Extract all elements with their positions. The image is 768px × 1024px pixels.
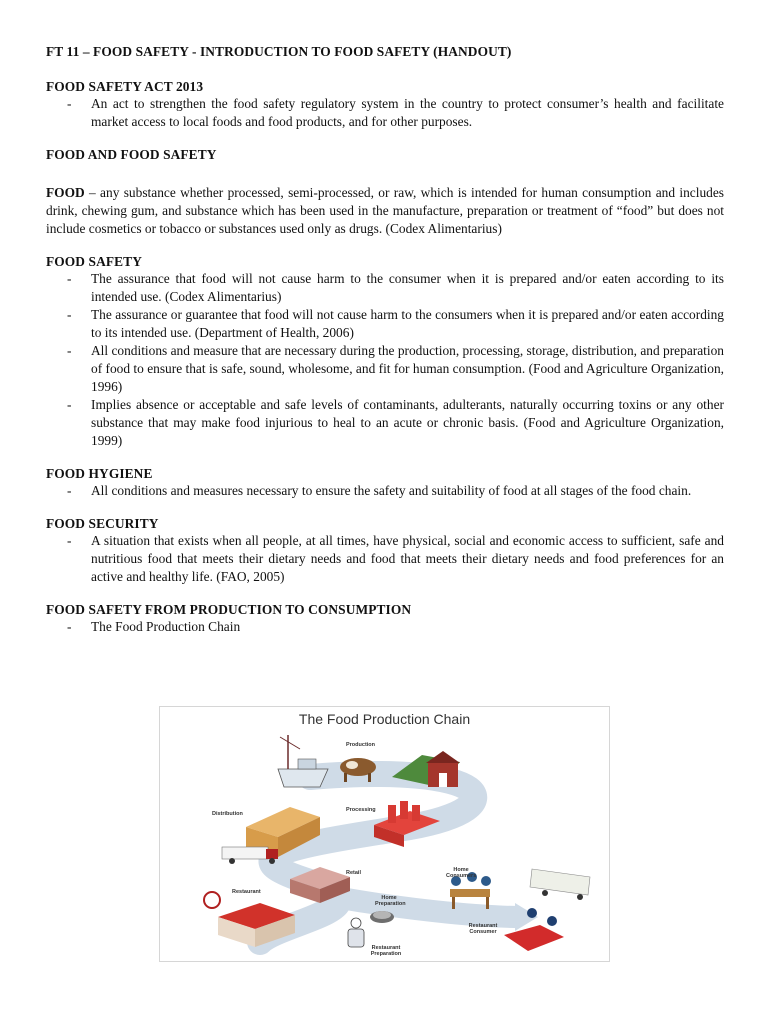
bullet-item xyxy=(46,270,724,306)
dash-marker: - xyxy=(67,343,72,358)
definition-text: – any substance whether processed, semi-processed, or raw, which is intended for human consumption and includes drink, chewing gum, and substance which has been used in the manufacture, preparation or treatment of “food” but does not include cosmetics or tobacco or substances used only as drugs. (Codex Alimentarius) xyxy=(46,185,724,236)
bullet-list xyxy=(46,482,724,500)
section-heading: FOOD SAFETY xyxy=(46,254,142,269)
dash-marker: - xyxy=(67,483,72,498)
section-heading: FOOD HYGIENE xyxy=(46,466,153,481)
bullet-text: The assurance that food will not cause harm to the consumer when it is prepared and/or eaten according to its intended use. (Codex Alimentarius) xyxy=(91,271,724,304)
label-distribution: Distribution xyxy=(212,811,243,817)
document-title: FT 11 – FOOD SAFETY - INTRODUCTION TO FOOD SAFETY (HANDOUT) xyxy=(46,44,512,59)
bullet-text: A situation that exists when all people, at all times, have physical, social and economic access to sufficient, safe and nutritious food that meets their dietary needs and food that meets their dietary needs and food preferences for an active and healthy life. (FAO, 2005) xyxy=(91,533,724,584)
dash-marker: - xyxy=(67,397,72,412)
bullet-list xyxy=(46,95,724,131)
bullet-text: An act to strengthen the food safety regulatory system in the country to protect consumer’s health and facilitate market access to local foods and food products, and for other purposes. xyxy=(91,96,724,129)
bullet-list xyxy=(46,618,724,636)
bullet-item xyxy=(46,482,724,500)
bullet-text: All conditions and measures necessary to ensure the safety and suitability of food at all stages of the food chain. xyxy=(91,483,692,498)
label-processing: Processing xyxy=(346,807,376,813)
section-food-safety xyxy=(46,254,724,450)
bullet-item xyxy=(46,342,724,396)
bullet-text: The assurance or guarantee that food will not cause harm to the consumers when it is prepared and/or eaten according to its intended use. (Department of Health, 2006) xyxy=(91,307,724,340)
label-home-consumers: Home Consumers xyxy=(446,867,477,879)
cooking-pan-icon xyxy=(370,911,394,923)
bullet-text: All conditions and measure that are necessary during the production, processing, storage, distribution, and preparation of food to ensure that is safe, sound, wholesome, and fit for human consumption. (Food and Agriculture Organization, 1996) xyxy=(91,343,724,394)
definition-paragraph xyxy=(46,184,724,238)
definition-term: FOOD xyxy=(46,185,85,200)
label-restaurant-preparation: Restaurant Preparation xyxy=(370,945,402,957)
dash-marker: - xyxy=(67,619,72,634)
food-production-chain-figure xyxy=(159,706,610,962)
section-food-safety-act xyxy=(46,79,724,131)
bullet-list xyxy=(46,270,724,450)
bullet-text: The Food Production Chain xyxy=(91,619,241,634)
section-heading: FOOD SAFETY FROM PRODUCTION TO CONSUMPTION xyxy=(46,602,412,617)
handout-page xyxy=(46,44,724,652)
bullet-item xyxy=(46,306,724,342)
dash-marker: - xyxy=(67,307,72,322)
section-food-hygiene xyxy=(46,466,724,500)
dash-marker: - xyxy=(67,96,72,111)
bullet-item xyxy=(46,396,724,450)
label-production: Production xyxy=(346,742,376,748)
label-retail: Retail xyxy=(346,870,361,876)
bullet-text: Implies absence or acceptable and safe levels of contaminants, adulterants, naturally occurring toxins or any other substance that may make food injurious to heal to an acute or chronic basis. (Food and Agriculture Organization, 1999) xyxy=(91,397,724,448)
truck-icon xyxy=(222,847,278,864)
food-chain-illustration xyxy=(160,707,609,961)
fishing-boat-icon xyxy=(278,735,328,787)
section-food-security xyxy=(46,516,724,586)
dash-marker: - xyxy=(67,271,72,286)
label-home-preparation: Home Preparation xyxy=(375,895,406,907)
bus-icon xyxy=(530,869,590,900)
bullet-list xyxy=(46,532,724,586)
flow-arrow-band-lower xyxy=(335,897,520,917)
label-restaurant-consumer: Restaurant Consumer xyxy=(468,923,498,935)
section-production-to-consumption xyxy=(46,602,724,636)
chef-icon xyxy=(348,918,364,947)
figure-title: The Food Production Chain xyxy=(298,711,471,727)
bullet-item xyxy=(46,95,724,131)
bullet-item xyxy=(46,532,724,586)
section-food-and-food-safety xyxy=(46,147,724,163)
section-heading: FOOD SAFETY ACT 2013 xyxy=(46,79,204,94)
section-heading: FOOD AND FOOD SAFETY xyxy=(46,147,217,162)
dash-marker: - xyxy=(67,533,72,548)
bullet-item xyxy=(46,618,724,636)
section-food-definition xyxy=(46,184,724,238)
section-heading: FOOD SECURITY xyxy=(46,516,159,531)
label-restaurant: Restaurant xyxy=(232,889,261,895)
